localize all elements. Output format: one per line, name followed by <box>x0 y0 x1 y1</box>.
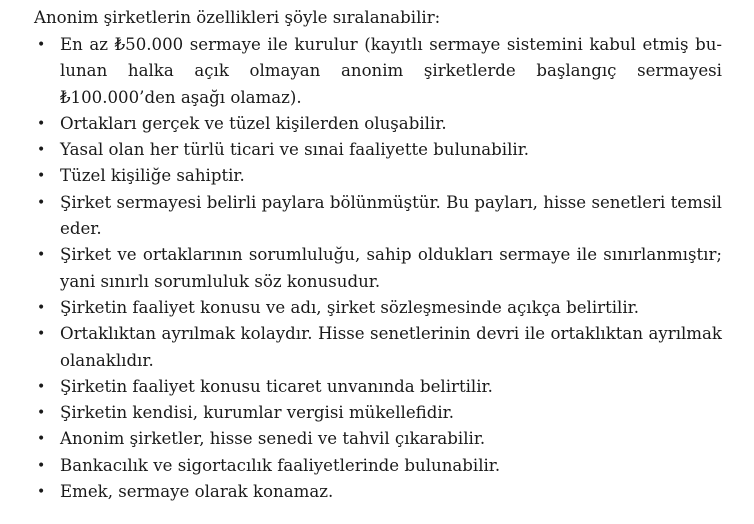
list-item-text: Şirketin faaliyet konusu ticaret unvanında belirtilir. <box>60 376 493 396</box>
bullet-icon: • <box>37 299 46 316</box>
bullet-icon: • <box>37 37 46 53</box>
document-page <box>34 6 722 505</box>
list-item <box>34 426 722 452</box>
bullet-icon: • <box>37 326 46 343</box>
list-item-text: Şirketin kendisi, kurumlar vergisi mükellefidir. <box>60 403 455 423</box>
list-item-text: Anonim şirketler, hisse senedi ve tahvil çıkarabilir. <box>60 429 486 449</box>
list-item-text: Yasal olan her türlü ticari ve sınai faaliyette bulunabilir. <box>60 140 530 160</box>
list-item-text: Ortaklıktan ayrılmak kolaydır. Hisse senetlerinin devri ile ortaklıktan ayrılmak olanaklıdır. <box>60 324 722 370</box>
bullet-icon: • <box>37 194 46 211</box>
list-item <box>34 321 722 374</box>
bullet-icon: • <box>37 115 46 132</box>
list-item-text: Tüzel kişiliğe sahiptir. <box>60 166 245 186</box>
bullet-icon: • <box>37 378 46 395</box>
list-item-text: Ortakları gerçek ve tüzel kişilerden oluşabilir. <box>60 113 447 133</box>
bullet-icon: • <box>37 431 46 448</box>
feature-list <box>34 32 722 505</box>
bullet-icon: • <box>37 457 46 474</box>
list-item <box>34 163 722 189</box>
list-item <box>34 295 722 321</box>
list-item <box>34 111 722 137</box>
list-item <box>34 242 722 295</box>
list-item <box>34 32 722 111</box>
list-item <box>34 479 722 505</box>
list-item <box>34 137 722 163</box>
list-item-text: Şirketin faaliyet konusu ve adı, şirket sözleşmesinde açıkça belirtilir. <box>60 297 640 317</box>
list-item <box>34 374 722 400</box>
bullet-icon: • <box>37 405 46 422</box>
list-item-text: Şirket sermayesi belirli paylara bölünmüştür. Bu payları, hisse senetleri temsil eder. <box>60 192 722 239</box>
bullet-icon: • <box>37 247 46 264</box>
list-item <box>34 453 722 479</box>
list-item-text: Bankacılık ve sigortacılık faaliyetlerinde bulunabilir. <box>60 455 501 475</box>
list-item <box>34 400 722 426</box>
list-item-text: Şirket ve ortaklarının sorumluluğu, sahip oldukları sermaye ile sınırlanmıştır; yani sınırlı sorumluluk söz konusudur. <box>60 245 722 291</box>
bullet-icon: • <box>37 484 46 501</box>
intro-text: Anonim şirketlerin özellikleri şöyle sıralanabilir: <box>34 8 441 27</box>
list-item-text: En az ₺50.000 sermaye ile kurulur (kayıtlı sermaye sistemini kabul etmiş bulunan halka açık olmayan anonim şirketlerde başlangıç sermayesi ₺100.000’den aşağı olamaz). <box>60 35 722 107</box>
list-item-text: Emek, sermaye olarak konamaz. <box>60 482 334 502</box>
list-item <box>34 190 722 243</box>
bullet-icon: • <box>37 168 46 185</box>
bullet-icon: • <box>37 142 46 159</box>
